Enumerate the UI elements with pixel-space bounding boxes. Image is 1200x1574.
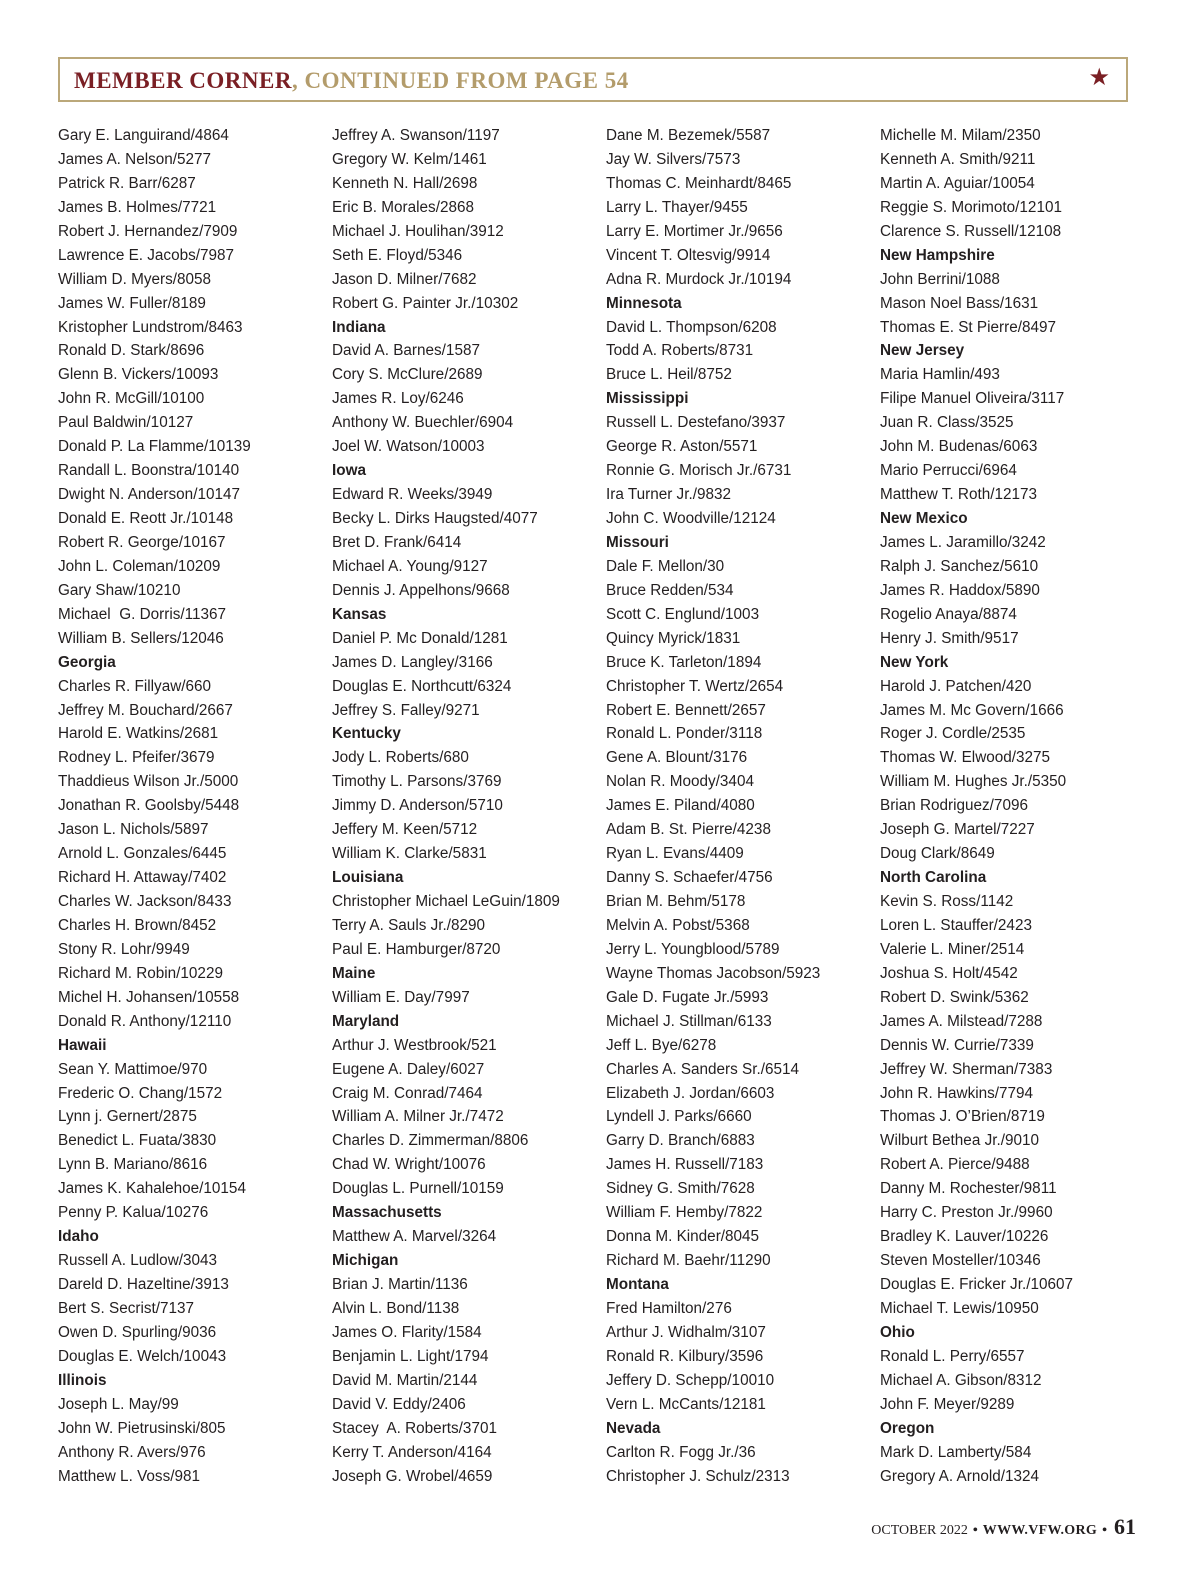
member-entry: James D. Langley/3166: [332, 653, 493, 671]
member-entry: Russell L. Destefano/3937: [606, 414, 786, 432]
member-entry: Bret D. Frank/6414: [332, 533, 462, 551]
banner-title-sub: , CONTINUED FROM PAGE 54: [291, 68, 629, 93]
member-entry: Douglas L. Purnell/10159: [332, 1180, 504, 1198]
banner-title: [74, 68, 629, 94]
member-entry: Charles H. Brown/8452: [58, 916, 217, 934]
member-entry: Gregory W. Kelm/1461: [332, 150, 487, 168]
member-entry: Quincy Myrick/1831: [606, 629, 741, 647]
member-entry: James O. Flarity/1584: [332, 1323, 482, 1341]
member-entry: Anthony W. Buechler/6904: [332, 414, 514, 432]
member-entry: James E. Piland/4080: [606, 797, 755, 815]
member-entry: Robert G. Painter Jr./10302: [332, 294, 519, 312]
member-entry: James W. Fuller/8189: [58, 294, 206, 312]
member-entry: Robert J. Hernandez/7909: [58, 222, 238, 240]
member-entry: Harry C. Preston Jr./9960: [880, 1204, 1053, 1222]
state-heading: Mississippi: [606, 390, 689, 408]
member-entry: Adna R. Murdock Jr./10194: [606, 270, 792, 288]
member-entry: Harold E. Watkins/2681: [58, 725, 219, 743]
member-entry: Richard M. Robin/10229: [58, 964, 223, 982]
member-entry: James B. Holmes/7721: [58, 198, 217, 216]
member-entry: John M. Budenas/6063: [880, 438, 1038, 456]
member-entry: Michelle M. Milam/2350: [880, 127, 1041, 144]
member-entry: James A. Nelson/5277: [58, 150, 212, 168]
member-entry: Ronald L. Ponder/3118: [606, 725, 763, 743]
member-entry: Larry E. Mortimer Jr./9656: [606, 222, 783, 240]
member-entry: Paul Baldwin/10127: [58, 414, 194, 432]
member-entry: Glenn B. Vickers/10093: [58, 366, 219, 384]
member-entry: Elizabeth J. Jordan/6603: [606, 1084, 775, 1102]
member-entry: Terry A. Sauls Jr./8290: [332, 916, 486, 934]
member-entry: Jimmy D. Anderson/5710: [332, 797, 503, 815]
member-entry: Vern L. McCants/12181: [606, 1395, 766, 1413]
member-entry: Nolan R. Moody/3404: [606, 773, 754, 791]
member-entry: Daniel P. Mc Donald/1281: [332, 629, 508, 647]
member-entry: Joshua S. Holt/4542: [880, 964, 1018, 982]
member-entry: John L. Coleman/10209: [58, 557, 221, 575]
member-entry: John R. Hawkins/7794: [880, 1084, 1034, 1102]
member-entry: William M. Hughes Jr./5350: [880, 773, 1067, 791]
member-entry: Kenneth N. Hall/2698: [332, 174, 478, 192]
member-entry: William B. Sellers/12046: [58, 629, 224, 647]
member-entry: Adam B. St. Pierre/4238: [606, 821, 771, 839]
footer-website: WWW.VFW.ORG: [982, 1523, 1098, 1538]
member-entry: Thomas E. St Pierre/8497: [880, 318, 1056, 336]
member-entry: Vincent T. Oltesvig/9914: [606, 246, 771, 264]
member-entry: David M. Martin/2144: [332, 1371, 478, 1389]
member-entry: James M. Mc Govern/1666: [880, 701, 1064, 719]
member-entry: Michel H. Johansen/10558: [58, 988, 240, 1006]
member-entry: Joel W. Watson/10003: [332, 438, 485, 456]
member-entry: Eric B. Morales/2868: [332, 198, 474, 216]
member-entry: Brian Rodriguez/7096: [880, 797, 1028, 815]
member-entry: Carlton R. Fogg Jr./36: [606, 1443, 756, 1461]
member-entry: Doug Clark/8649: [880, 845, 995, 863]
member-column-4: [880, 124, 1150, 1488]
member-entry: Richard M. Baehr/11290: [606, 1252, 771, 1270]
member-entry: Penny P. Kalua/10276: [58, 1204, 209, 1222]
member-entry: Michael T. Lewis/10950: [880, 1299, 1039, 1317]
member-entry: Matthew L. Voss/981: [58, 1467, 201, 1485]
member-entry: John W. Pietrusinski/805: [58, 1419, 226, 1437]
member-entry: Rodney L. Pfeifer/3679: [58, 749, 215, 767]
member-entry: Jeff L. Bye/6278: [606, 1036, 717, 1054]
member-entry: Juan R. Class/3525: [880, 414, 1014, 432]
member-entry: Anthony R. Avers/976: [58, 1443, 206, 1461]
state-heading: Massachusetts: [332, 1204, 442, 1222]
member-entry: Lynn B. Mariano/8616: [58, 1156, 208, 1174]
member-entry: Arnold L. Gonzales/6445: [58, 845, 227, 863]
member-entry: Thomas J. O’Brien/8719: [880, 1108, 1045, 1126]
member-entry: Patrick R. Barr/6287: [58, 174, 196, 192]
member-entry: Donna M. Kinder/8045: [606, 1228, 760, 1246]
state-heading: Ohio: [880, 1323, 915, 1341]
member-entry: Bruce K. Tarleton/1894: [606, 653, 762, 671]
member-entry: Lawrence E. Jacobs/7987: [58, 246, 235, 264]
member-entry: Jonathan R. Goolsby/5448: [58, 797, 240, 815]
member-entry: Martin A. Aguiar/10054: [880, 174, 1035, 192]
member-entry: Valerie L. Miner/2514: [880, 940, 1025, 958]
footer-separator-1: •: [972, 1523, 978, 1538]
member-entry: Clarence S. Russell/12108: [880, 222, 1062, 240]
member-entry: John C. Woodville/12124: [606, 510, 776, 527]
member-entry: Loren L. Stauffer/2423: [880, 916, 1032, 934]
member-entry: John F. Meyer/9289: [880, 1395, 1015, 1413]
member-entry: Douglas E. Fricker Jr./10607: [880, 1276, 1073, 1293]
member-entry: Thomas W. Elwood/3275: [880, 749, 1051, 767]
member-entry: Jason D. Milner/7682: [332, 270, 477, 288]
member-entry: Dwight N. Anderson/10147: [58, 486, 240, 504]
member-entry: Donald P. La Flamme/10139: [58, 438, 251, 456]
member-entry: David L. Thompson/6208: [606, 318, 777, 336]
state-heading: Georgia: [58, 653, 116, 671]
member-column-3: [606, 124, 876, 1488]
member-entry: David V. Eddy/2406: [332, 1395, 466, 1413]
member-entry: Ryan L. Evans/4409: [606, 845, 744, 863]
member-entry: Alvin L. Bond/1138: [332, 1299, 460, 1317]
member-entry: Robert R. George/10167: [58, 533, 226, 551]
member-entry: Bradley K. Lauver/10226: [880, 1228, 1049, 1246]
member-entry: Donald R. Anthony/12110: [58, 1012, 232, 1030]
member-entry: Kevin S. Ross/1142: [880, 893, 1014, 910]
member-entry: Wilburt Bethea Jr./9010: [880, 1132, 1040, 1150]
member-entry: Jeffrey S. Falley/9271: [332, 701, 480, 719]
member-entry: Maria Hamlin/493: [880, 366, 1000, 384]
state-heading: Missouri: [606, 533, 669, 551]
member-entry: William A. Milner Jr./7472: [332, 1108, 504, 1126]
member-entry: Matthew T. Roth/12173: [880, 486, 1038, 504]
state-heading: Michigan: [332, 1252, 399, 1270]
star-icon: ★: [1088, 64, 1110, 91]
member-entry: George R. Aston/5571: [606, 438, 758, 456]
member-entry: Charles D. Zimmerman/8806: [332, 1132, 529, 1150]
member-entry: Michael A. Gibson/8312: [880, 1371, 1042, 1389]
member-entry: Gale D. Fugate Jr./5993: [606, 988, 769, 1006]
member-entry: David A. Barnes/1587: [332, 342, 480, 360]
member-entry: Edward R. Weeks/3949: [332, 486, 493, 504]
member-entry: Bruce L. Heil/8752: [606, 366, 732, 384]
member-entry: Mario Perrucci/6964: [880, 462, 1017, 480]
member-column-1: [58, 124, 328, 1488]
member-entry: Ralph J. Sanchez/5610: [880, 557, 1039, 575]
member-entry: Seth E. Floyd/5346: [332, 246, 463, 264]
member-entry: Robert A. Pierce/9488: [880, 1156, 1030, 1174]
member-entry: Benedict L. Fuata/3830: [58, 1132, 217, 1150]
member-entry: Cory S. McClure/2689: [332, 366, 483, 384]
member-entry: Larry L. Thayer/9455: [606, 198, 748, 216]
member-entry: Gary Shaw/10210: [58, 581, 181, 599]
state-heading: Nevada: [606, 1419, 661, 1437]
member-entry: Reggie S. Morimoto/12101: [880, 198, 1062, 216]
member-entry: Benjamin L. Light/1794: [332, 1347, 489, 1365]
member-entry: Sidney G. Smith/7628: [606, 1180, 755, 1198]
member-entry: Michael J. Stillman/6133: [606, 1012, 772, 1030]
member-entry: Joseph G. Wrobel/4659: [332, 1467, 493, 1485]
member-entry: Ronald L. Perry/6557: [880, 1347, 1025, 1365]
member-entry: Kenneth A. Smith/9211: [880, 150, 1036, 168]
member-entry: Christopher T. Wertz/2654: [606, 677, 784, 695]
member-entry: Joseph G. Martel/7227: [880, 821, 1035, 839]
member-entry: Dareld D. Hazeltine/3913: [58, 1276, 229, 1293]
member-entry: Michael G. Dorris/11367: [58, 605, 227, 623]
member-entry: Bert S. Secrist/7137: [58, 1299, 195, 1317]
member-entry: Jeffrey M. Bouchard/2667: [58, 701, 233, 719]
member-entry: Harold J. Patchen/420: [880, 677, 1032, 695]
member-entry: Dennis W. Currie/7339: [880, 1036, 1034, 1054]
member-entry: Lynn j. Gernert/2875: [58, 1108, 197, 1126]
state-heading: Montana: [606, 1276, 669, 1293]
state-heading: New York: [880, 653, 949, 671]
member-entry: Sean Y. Mattimoe/970: [58, 1060, 208, 1078]
member-entry: Bruce Redden/534: [606, 581, 734, 599]
member-entry: Christopher Michael LeGuin/1809: [332, 893, 560, 910]
member-entry: Danny M. Rochester/9811: [880, 1180, 1057, 1198]
member-entry: Jason L. Nichols/5897: [58, 821, 209, 839]
banner-title-main: MEMBER CORNER: [74, 68, 292, 93]
member-entry: Ira Turner Jr./9832: [606, 486, 731, 504]
page-footer: [871, 1514, 1136, 1540]
member-entry: Owen D. Spurling/9036: [58, 1323, 217, 1341]
member-entry: Ronald D. Stark/8696: [58, 342, 205, 360]
member-column-2: [332, 124, 602, 1488]
state-heading: Kansas: [332, 605, 387, 623]
member-entry: James L. Jaramillo/3242: [880, 533, 1046, 551]
member-entry: John R. McGill/10100: [58, 390, 205, 408]
member-entry: Fred Hamilton/276: [606, 1299, 732, 1317]
member-entry: James R. Loy/6246: [332, 390, 464, 408]
member-list: [58, 124, 1158, 1494]
member-entry: Todd A. Roberts/8731: [606, 342, 754, 360]
member-entry: William D. Myers/8058: [58, 270, 211, 288]
member-entry: Brian J. Martin/1136: [332, 1276, 468, 1293]
member-entry: Matthew A. Marvel/3264: [332, 1228, 497, 1246]
member-entry: Stacey A. Roberts/3701: [332, 1419, 497, 1437]
member-entry: Arthur J. Widhalm/3107: [606, 1323, 766, 1341]
member-entry: Charles R. Fillyaw/660: [58, 677, 212, 695]
member-entry: Ronnie G. Morisch Jr./6731: [606, 462, 792, 480]
member-entry: Melvin A. Pobst/5368: [606, 916, 750, 934]
member-entry: Michael A. Young/9127: [332, 557, 488, 575]
member-entry: Eugene A. Daley/6027: [332, 1060, 485, 1078]
member-entry: Henry J. Smith/9517: [880, 629, 1019, 647]
member-entry: Lyndell J. Parks/6660: [606, 1108, 752, 1126]
member-entry: Rogelio Anaya/8874: [880, 605, 1017, 623]
state-heading: New Mexico: [880, 510, 968, 527]
member-entry: Brian M. Behm/5178: [606, 893, 746, 910]
member-entry: Thomas C. Meinhardt/8465: [606, 174, 792, 192]
member-entry: Kristopher Lundstrom/8463: [58, 318, 243, 336]
state-heading: Oregon: [880, 1419, 935, 1437]
member-entry: Robert E. Bennett/2657: [606, 701, 766, 719]
member-entry: Jeffery M. Keen/5712: [332, 821, 478, 839]
member-entry: Dane M. Bezemek/5587: [606, 127, 771, 144]
member-entry: Wayne Thomas Jacobson/5923: [606, 964, 821, 982]
member-entry: Randall L. Boonstra/10140: [58, 462, 240, 480]
footer-separator-2: •: [1102, 1523, 1107, 1538]
member-entry: Becky L. Dirks Haugsted/4077: [332, 510, 538, 527]
member-entry: Scott C. Englund/1003: [606, 605, 760, 623]
member-entry: Frederic O. Chang/1572: [58, 1084, 223, 1102]
member-entry: Richard H. Attaway/7402: [58, 869, 227, 887]
member-entry: Timothy L. Parsons/3769: [332, 773, 502, 791]
state-heading: Minnesota: [606, 294, 682, 312]
member-entry: Jeffrey A. Swanson/1197: [332, 127, 500, 144]
state-heading: Kentucky: [332, 725, 401, 743]
state-heading: Indiana: [332, 318, 386, 336]
member-entry: Gene A. Blount/3176: [606, 749, 748, 767]
member-entry: Chad W. Wright/10076: [332, 1156, 486, 1174]
member-entry: Steven Mosteller/10346: [880, 1252, 1041, 1270]
member-entry: Kerry T. Anderson/4164: [332, 1443, 492, 1461]
member-entry: Christopher J. Schulz/2313: [606, 1467, 790, 1485]
member-entry: Jeffery D. Schepp/10010: [606, 1371, 775, 1389]
member-entry: Mark D. Lamberty/584: [880, 1443, 1032, 1461]
member-entry: Jody L. Roberts/680: [332, 749, 469, 767]
member-entry: William E. Day/7997: [332, 988, 470, 1006]
member-entry: Dennis J. Appelhons/9668: [332, 581, 510, 599]
member-entry: Mason Noel Bass/1631: [880, 294, 1039, 312]
member-entry: James H. Russell/7183: [606, 1156, 764, 1174]
page-number: 61: [1114, 1514, 1136, 1539]
member-entry: Dale F. Mellon/30: [606, 557, 725, 575]
state-heading: Maryland: [332, 1012, 400, 1030]
member-entry: John Berrini/1088: [880, 270, 1000, 288]
section-banner: [58, 57, 1128, 102]
member-entry: Joseph L. May/99: [58, 1395, 179, 1413]
member-entry: James K. Kahalehoe/10154: [58, 1180, 246, 1198]
member-entry: Jerry L. Youngblood/5789: [606, 940, 780, 958]
member-entry: Danny S. Schaefer/4756: [606, 869, 773, 887]
member-entry: Robert D. Swink/5362: [880, 988, 1029, 1006]
member-entry: Garry D. Branch/6883: [606, 1132, 755, 1150]
state-heading: Idaho: [58, 1228, 99, 1246]
member-entry: Craig M. Conrad/7464: [332, 1084, 483, 1102]
member-entry: Jay W. Silvers/7573: [606, 150, 741, 168]
state-heading: Illinois: [58, 1371, 107, 1389]
state-heading: Louisiana: [332, 869, 404, 887]
member-entry: William K. Clarke/5831: [332, 845, 487, 863]
member-entry: Charles W. Jackson/8433: [58, 893, 232, 910]
state-heading: North Carolina: [880, 869, 987, 887]
member-entry: Michael J. Houlihan/3912: [332, 222, 504, 240]
member-entry: Thaddieus Wilson Jr./5000: [58, 773, 239, 791]
state-heading: Hawaii: [58, 1036, 107, 1054]
member-entry: Donald E. Reott Jr./10148: [58, 510, 234, 527]
member-entry: Charles A. Sanders Sr./6514: [606, 1060, 800, 1078]
member-entry: Douglas E. Northcutt/6324: [332, 677, 512, 695]
member-entry: Gregory A. Arnold/1324: [880, 1467, 1040, 1485]
state-heading: Maine: [332, 964, 376, 982]
member-entry: Stony R. Lohr/9949: [58, 940, 190, 958]
member-entry: Jeffrey W. Sherman/7383: [880, 1060, 1053, 1078]
member-entry: James A. Milstead/7288: [880, 1012, 1043, 1030]
member-entry: Filipe Manuel Oliveira/3117: [880, 390, 1065, 408]
member-entry: Douglas E. Welch/10043: [58, 1347, 227, 1365]
state-heading: New Jersey: [880, 342, 965, 360]
member-entry: William F. Hemby/7822: [606, 1204, 763, 1222]
member-entry: Paul E. Hamburger/8720: [332, 940, 501, 958]
member-entry: Gary E. Languirand/4864: [58, 127, 229, 144]
footer-date: OCTOBER 2022: [871, 1523, 968, 1538]
member-entry: James R. Haddox/5890: [880, 581, 1040, 599]
member-entry: Arthur J. Westbrook/521: [332, 1036, 497, 1054]
state-heading: Iowa: [332, 462, 366, 480]
member-entry: Roger J. Cordle/2535: [880, 725, 1026, 743]
member-entry: Ronald R. Kilbury/3596: [606, 1347, 764, 1365]
state-heading: New Hampshire: [880, 246, 995, 264]
member-entry: Russell A. Ludlow/3043: [58, 1252, 218, 1270]
